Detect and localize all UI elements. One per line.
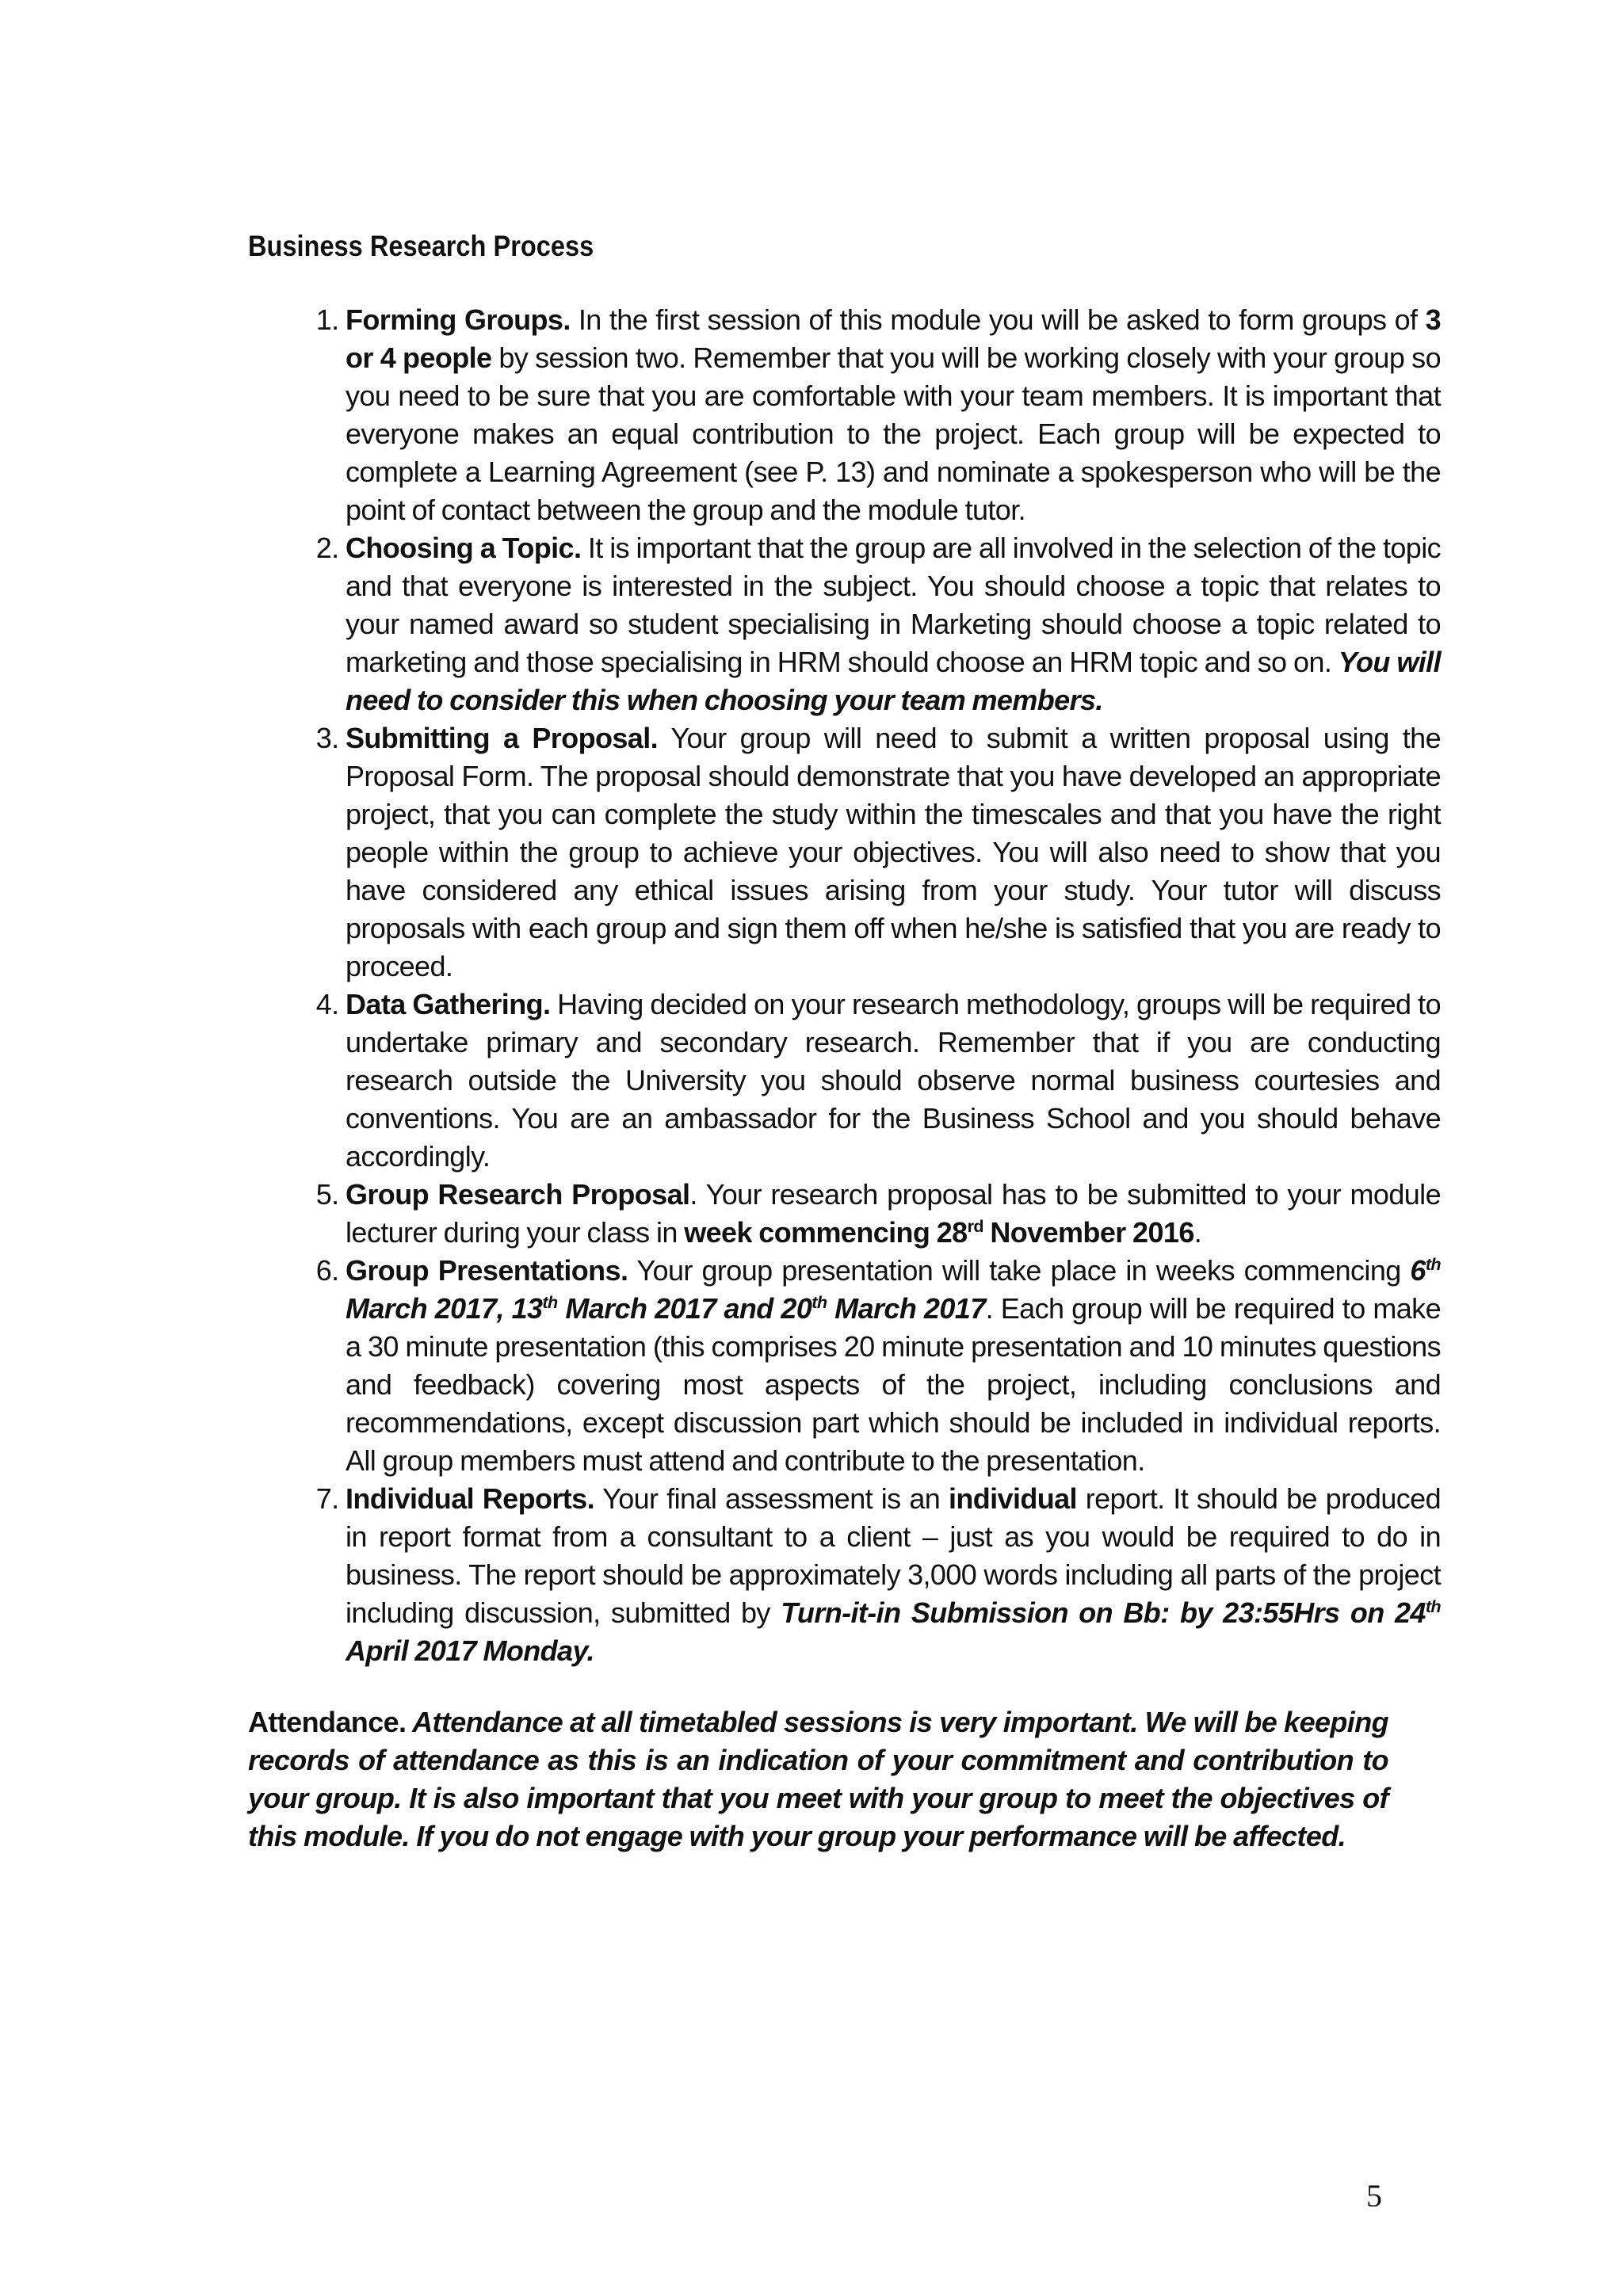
item-title: Group Research Proposal — [346, 1178, 690, 1211]
item-emphasis: You will need to consider this when choosing your team members. — [346, 646, 1441, 716]
page-number: 5 — [1366, 2178, 1382, 2214]
item-emphasis: 6 — [1410, 1254, 1426, 1287]
ordinal-suffix: th — [1425, 1596, 1442, 1616]
item-text: It is important that the group are all involved in the selection of the topic and that everyone is interested in the subject. You should choose a topic that relates to your named award so student specialising in Marketing should choose a topic related to marketing and those specialising in HRM should choose an HRM topic and so on. — [346, 532, 1442, 678]
ordinal-suffix: rd — [967, 1216, 983, 1236]
item-text: by session two. Remember that you will be working closely with your group so you need to be sure that you are comfortable with your team members. It is important that everyone makes an equal contribution to the project. Each group will be expected to complete a Learning Agreement (see P. 13) and nominate a spokesperson who will be the point of contact between the group and the module tutor. — [346, 341, 1441, 526]
item-emphasis: individual — [948, 1482, 1077, 1515]
item-text: . — [1193, 1216, 1202, 1249]
item-text: Your group will need to submit a written proposal using the Proposal Form. The proposal should demonstrate that you have developed an appropriate project, that you can complete the study within the timescales and that you have the right people within the group to achieve your objectives. You will also need to show that you have considered any ethical issues arising from your study. Your tutor will discuss proposals with each group and sign them off when he/she is satisfied that you are ready to proceed. — [346, 722, 1441, 982]
item-emphasis: April 2017 Monday. — [346, 1634, 594, 1667]
item-title: Group Presentations. — [346, 1254, 628, 1287]
item-title: Forming Groups. — [346, 303, 571, 336]
item-emphasis: November 2016 — [983, 1216, 1194, 1249]
attendance-paragraph — [248, 1703, 1388, 1855]
item-emphasis: Turn-it-in Submission on Bb: by 23:55Hrs on 24 — [781, 1596, 1426, 1629]
list-item-choosing-topic — [346, 529, 1441, 719]
item-title: Data Gathering. — [346, 988, 551, 1020]
ordinal-suffix: th — [1425, 1254, 1441, 1274]
item-text: Your final assessment is an — [594, 1482, 949, 1515]
item-emphasis: 3 or 4 people — [346, 303, 1441, 374]
section-heading: Business Research Process — [248, 230, 594, 262]
ordinal-suffix: th — [812, 1292, 827, 1312]
item-title: Submitting a Proposal. — [346, 722, 658, 754]
item-text: In the first session of this module you will be asked to form groups of — [570, 303, 1426, 336]
attendance-label: Attendance. — [248, 1706, 407, 1738]
list-item-group-presentations — [346, 1252, 1441, 1480]
list-item-forming-groups — [346, 301, 1441, 529]
item-text: . Your research proposal has to be submitted to your module lecturer during your class in — [346, 1178, 1441, 1249]
item-title: Choosing a Topic. — [346, 532, 582, 564]
list-item-data-gathering — [346, 986, 1441, 1176]
item-emphasis: March 2017 — [827, 1292, 986, 1325]
item-emphasis: week commencing 28 — [684, 1216, 968, 1249]
item-text: report. It should be produced in report format from a consultant to a client – just as you would be required to do in business. The report should be approximately 3,000 words including all parts of the project including discussion, submitted by — [346, 1482, 1441, 1629]
item-text: . Each group will be required to make a 30 minute presentation (this comprises 20 minute presentation and 10 minutes questions and feedback) covering most aspects of the project, including conclusions and recommendations, except discussion part which should be included in individual reports. All group members must attend and contribute to the presentation. — [346, 1292, 1441, 1477]
list-item-submitting-proposal — [346, 719, 1441, 986]
item-text: Having decided on your research methodology, groups will be required to undertake primary and secondary research. Remember that if you are conducting research outside the University you should observe normal business courtesies and conventions. You are an ambassador for the Business School and you should behave accordingly. — [346, 988, 1441, 1173]
attendance-text: Attendance at all timetabled sessions is very important. We will be keeping records of attendance as this is an indication of your commitment and contribution to your group. It is also important that you meet with your group to meet the objectives of this module. If you do not engage with your group your performance will be affected. — [248, 1706, 1388, 1852]
ordinal-suffix: th — [542, 1292, 558, 1312]
list-item-individual-reports — [346, 1480, 1441, 1670]
item-emphasis: March 2017, 13 — [346, 1292, 543, 1325]
item-text: Your group presentation will take place in weeks commencing — [628, 1254, 1411, 1287]
process-steps-list — [293, 301, 1441, 1670]
item-title: Individual Reports. — [346, 1482, 594, 1515]
item-emphasis: March 2017 and 20 — [557, 1292, 812, 1325]
list-item-group-research-proposal — [346, 1176, 1441, 1252]
